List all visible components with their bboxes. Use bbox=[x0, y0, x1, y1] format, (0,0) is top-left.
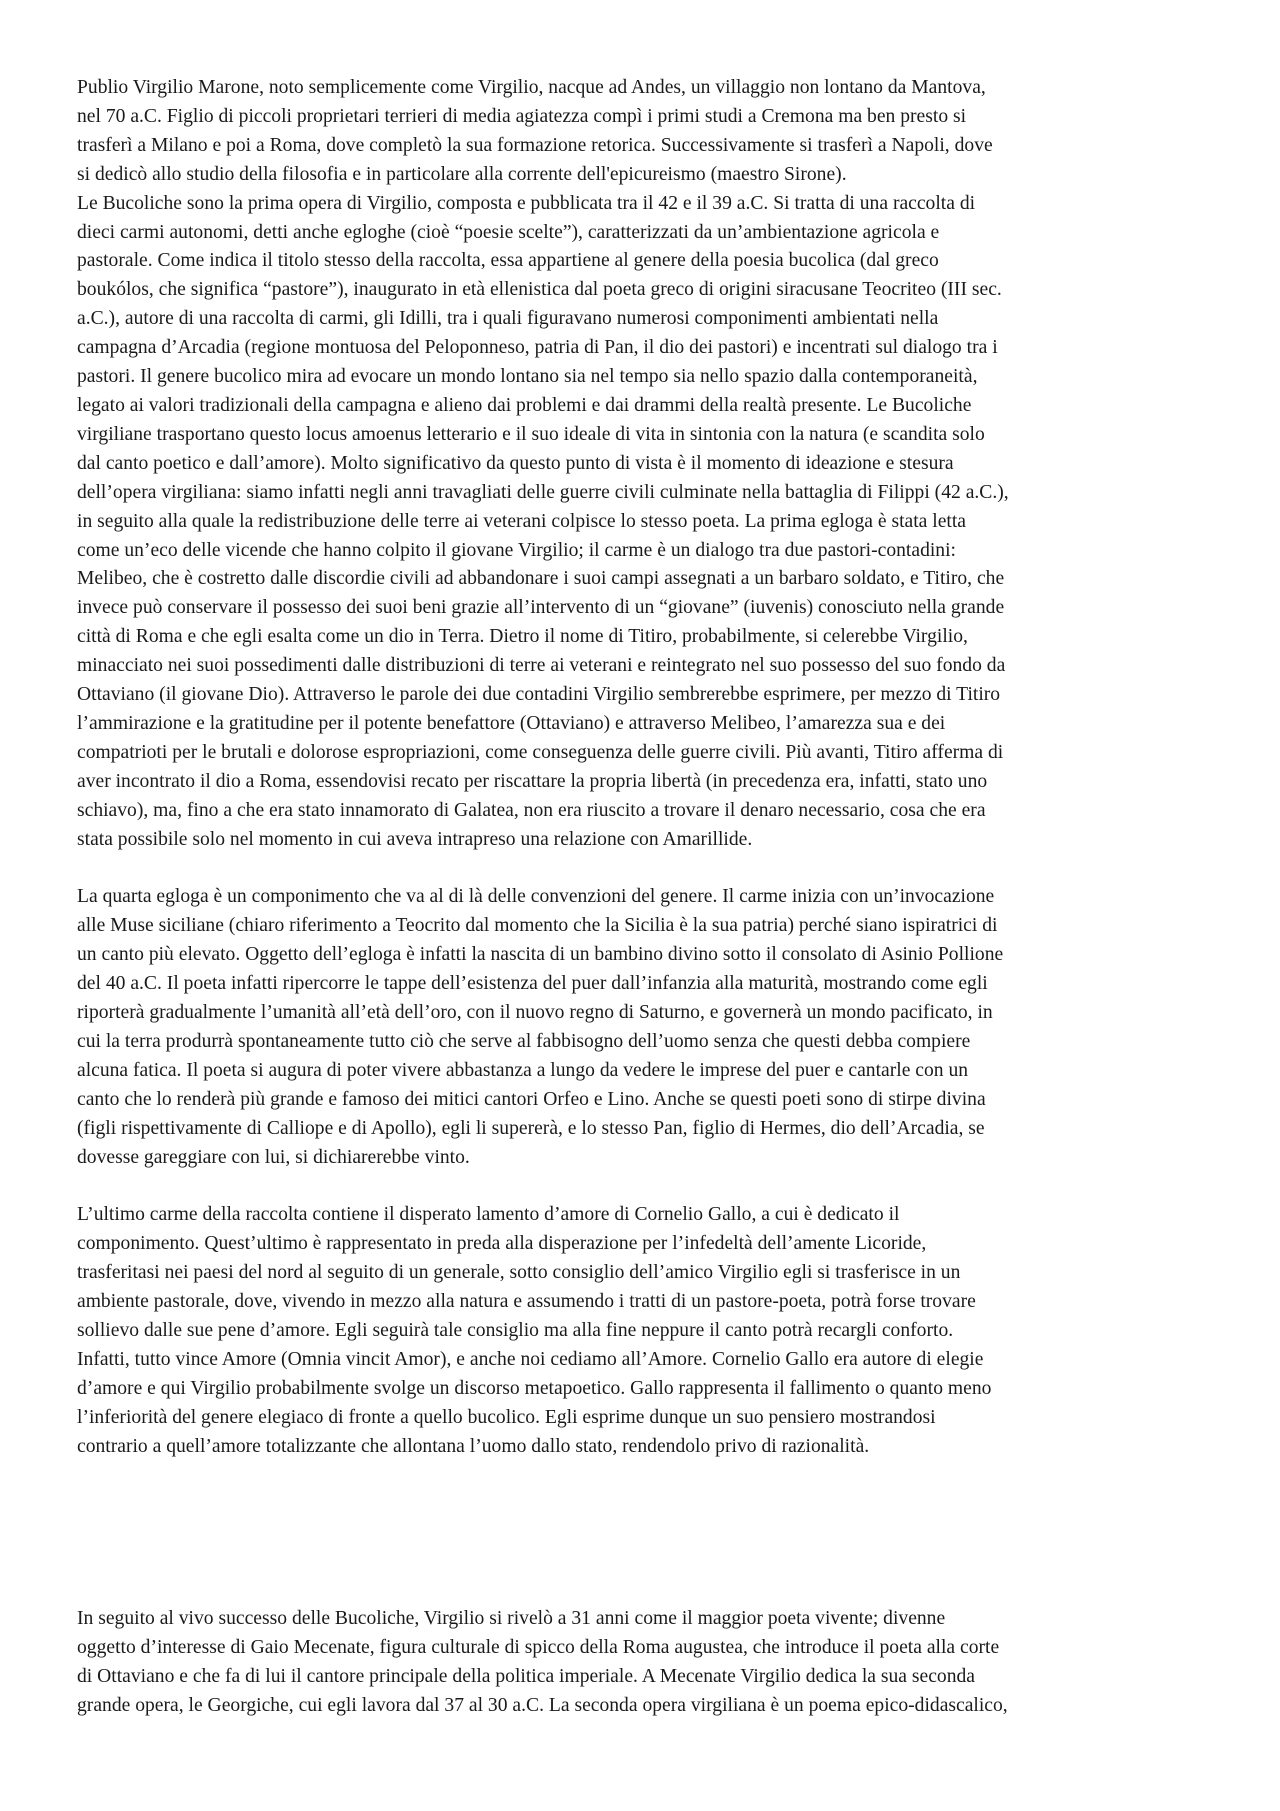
paragraph-ultimo-carme: L’ultimo carme della raccolta contiene il disperato lamento d’amore di Cornelio Gallo, a cui è dedicato il componimento. Quest’ultimo è rappresentato in preda alla disperazione per l’infedeltà dell’amente Licoride, trasferitasi nei paesi del nord al seguito di un generale, sotto consiglio dell’amico Virgilio egli si trasferisce in un ambiente pastorale, dove, vivendo in mezzo alla natura e assumendo i tratti di un pastore-poeta, potrà forse trovare sollievo dalle sue pene d’amore. Egli seguirà tale consiglio ma alla fine neppure il canto potrà recargli conforto. Infatti, tutto vince Amore (Omnia vincit Amor), e anche noi cediamo all’Amore. Cornelio Gallo era autore di elegie d’amore e qui Virgilio probabilmente svolge un discorso metapoetico. Gallo rappresenta il fallimento o quanto meno l’inferiorità del genere elegiaco di fronte a quello bucolico. Egli esprime dunque un suo pensiero mostrandosi contrario a quell’amore totalizzante che allontana l’uomo dallo stato, rendendolo privo di razionalità. bbox=[77, 1204, 992, 1457]
document-page bbox=[77, 74, 1217, 1721]
paragraph-quarta-egloga: La quarta egloga è un componimento che va al di là delle convenzioni del genere. Il carme inizia con un’invocazione alle Muse siciliane (chiaro riferimento a Teocrito dal momento che la Sicilia è la sua patria) perché siano ispiratrici di un canto più elevato. Oggetto dell’egloga è infatti la nascita di un bambino divino sotto il consolato di Asinio Pollione del 40 a.C. Il poeta infatti ripercorre le tappe dell’esistenza del puer dall’infanzia alla maturità, mostrando come egli riporterà gradualmente l’umanità all’età dell’oro, con il nuovo regno di Saturno, e governerà un mondo pacificato, in cui la terra produrrà spontaneamente tutto ciò che serve al fabbisogno dell’uomo senza che questi debba compiere alcuna fatica. Il poeta si augura di poter vivere abbastanza a lungo da vedere le imprese del puer e cantarle con un canto che lo renderà più grande e famoso dei mitici cantori Orfeo e Lino. Anche se questi poeti sono di stirpe divina (figli rispettivamente di Calliope e di Apollo), egli li supererà, e lo stesso Pan, figlio di Hermes, dio dell’Arcadia, se dovesse gareggiare con lui, si dichiarerebbe vinto. bbox=[77, 886, 1004, 1168]
paragraph-biography: Publio Virgilio Marone, noto semplicemente come Virgilio, nacque ad Andes, un villaggio non lontano da Mantova, nel 70 a.C. Figlio di piccoli proprietari terrieri di media agiatezza compì i primi studi a Cremona ma ben presto si trasferì a Milano e poi a Roma, dove completò la sua formazione retorica. Successivamente si trasferì a Napoli, dove si dedicò allo studio della filosofia e in particolare alla corrente dell'epicureismo (maestro Sirone). bbox=[77, 77, 993, 185]
paragraph-gap bbox=[77, 1461, 1217, 1605]
paragraph-georgiche: In seguito al vivo successo delle Bucoliche, Virgilio si rivelò a 31 anni come il maggior poeta vivente; divenne oggetto d’interesse di Gaio Mecenate, figura culturale di spicco della Roma augustea, che introduce il poeta alla corte di Ottaviano e che fa di lui il cantore principale della politica imperiale. A Mecenate Virgilio dedica la sua seconda grande opera, le Georgiche, cui egli lavora dal 37 al 30 a.C. La seconda opera virgiliana è un poema epico-didascalico, bbox=[77, 1608, 1008, 1717]
paragraph-gap bbox=[77, 1172, 1217, 1201]
paragraph-bucoliche: Le Bucoliche sono la prima opera di Virgilio, composta e pubblicata tra il 42 e il 39 a.C. Si tratta di una raccolta di dieci carmi autonomi, detti anche egloghe (cioè “poesie scelte”), caratterizzati da un’ambientazione agricola e pastorale. Come indica il titolo stesso della raccolta, essa appartiene al genere della poesia bucolica (dal greco boukólos, che significa “pastore”), inaugurato in età ellenistica dal poeta greco di origini siracusane Teocriteo (III sec. a.C.), autore di una raccolta di carmi, gli Idilli, tra i quali figuravano numerosi componimenti ambientati nella campagna d’Arcadia (regione montuosa del Peloponneso, patria di Pan, il dio dei pastori) e incentrati sul dialogo tra i pastori. Il genere bucolico mira ad evocare un mondo lontano sia nel tempo sia nello spazio dalla contemporaneità, legato ai valori tradizionali della campagna e alieno dai problemi e dai drammi della realtà presente. Le Bucoliche virgiliane trasportano questo locus amoenus letterario e il suo ideale di vita in sintonia con la natura (e scandita solo dal canto poetico e dall’amore). Molto significativo da questo punto di vista è il momento di ideazione e stesura dell’opera virgiliana: siamo infatti negli anni travagliati delle guerre civili culminate nella battaglia di Filippi (42 a.C.), in seguito alla quale la redistribuzione delle terre ai veterani colpisce lo stesso poeta. La prima egloga è stata letta come un’eco delle vicende che hanno colpito il giovane Virgilio; il carme è un dialogo tra due pastori-contadini: Melibeo, che è costretto dalle discordie civili ad abbandonare i suoi campi assegnati a un barbaro soldato, e Titiro, che invece può conservare il possesso dei suoi beni grazie all’intervento di un “giovane” (iuvenis) conosciuto nella grande città di Roma e che egli esalta come un dio in Terra. Dietro il nome di Titiro, probabilmente, si celerebbe Virgilio, minacciato nei suoi possedimenti dalle distribuzioni di terre ai veterani e reintegrato nel suo possesso del suo fondo da Ottaviano (il giovane Dio). Attraverso le parole dei due contadini Virgilio sembrerebbe esprimere, per mezzo di Titiro l’ammirazione e la gratitudine per il potente benefattore (Ottaviano) e attraverso Melibeo, l’amarezza sua e dei compatrioti per le brutali e dolorose espropriazioni, come conseguenza delle guerre civili. Più avanti, Titiro afferma di aver incontrato il dio a Roma, essendovisi recato per riscattare la propria libertà (in precedenza era, infatti, stato uno schiavo), ma, fino a che era stato innamorato di Galatea, non era riuscito a trovare il denaro necessario, cosa che era stata possibile solo nel momento in cui aveva intrapreso una relazione con Amarillide. bbox=[77, 192, 1009, 850]
paragraph-gap bbox=[77, 854, 1217, 883]
